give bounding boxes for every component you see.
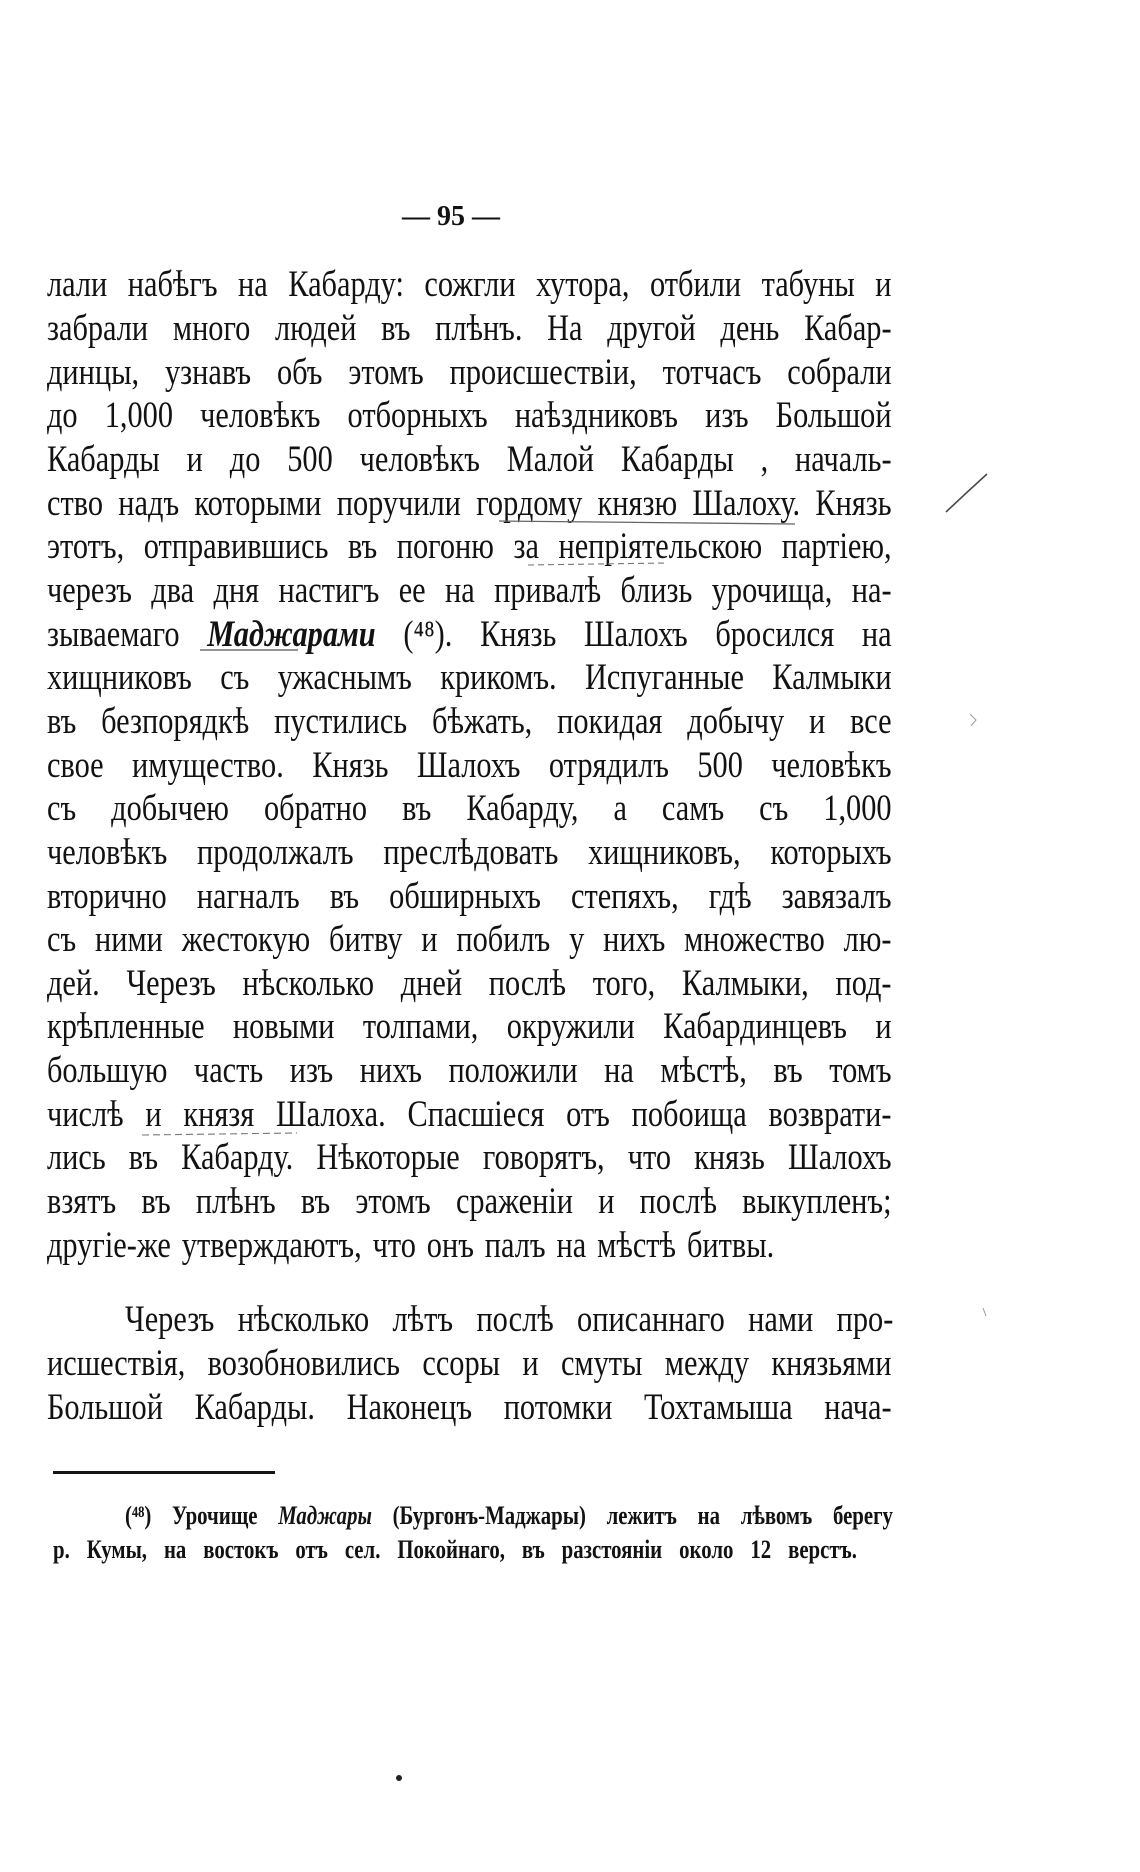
main-text [47,263,1077,1429]
text-line [47,438,892,482]
text-line [47,481,892,525]
text-line [47,1180,892,1224]
word: лѣвомъ [740,1501,813,1530]
word: князя [183,1093,255,1135]
word: близь [620,569,693,611]
word: на [445,569,475,611]
word: непріятельскою [558,526,763,568]
word: Калмыки, [681,962,809,1004]
text-line [47,525,892,569]
word: Кабарду. [181,1137,294,1179]
word: нѣсколько [242,962,374,1004]
word: мѣстѣ [597,1224,677,1266]
word: Кабарду, [466,788,579,830]
word: Князь [312,744,389,786]
word: бѣжать, [432,700,533,742]
word: лежитъ [606,1501,677,1530]
word: отъ [566,1093,610,1135]
word: Шалоху. [692,482,801,524]
word: погоню [396,526,494,568]
word: въ [300,1181,331,1223]
word: взятъ [47,1181,117,1223]
word: толпами, [362,1006,479,1048]
word: гдѣ [708,875,752,917]
text-line-last [47,1223,892,1267]
word: На [547,307,583,349]
word: имущество. [132,744,284,786]
word: много [172,307,251,349]
word: добычею [111,788,229,830]
word: мѣстѣ, [660,1050,747,1092]
word: крѣпленные [47,1006,205,1048]
word: что [627,1137,672,1179]
word: послѣ [639,1181,717,1223]
word: часть [193,1050,264,1092]
word: 500 [287,438,333,480]
word: Большой [47,1386,163,1428]
footnote-line [53,1533,857,1567]
word: на- [851,569,892,611]
word: и [875,1006,892,1048]
word: сраженіи [455,1181,574,1223]
word: отборныхъ [347,395,488,437]
footnote-divider [53,1471,275,1474]
word: привалѣ [494,569,602,611]
word: свое [47,744,104,786]
word: этотъ, [47,526,125,568]
word: Наконецъ [346,1386,473,1428]
word: Кумы, [86,1535,148,1564]
word: лись [47,1137,106,1179]
word: Малой [506,438,595,480]
word: лю- [843,919,892,961]
word: динцы, [47,351,140,393]
word: бросился [715,613,835,655]
word: на [697,1501,720,1530]
word: Большой [775,395,892,437]
word: берегу [832,1501,893,1530]
text-line [47,787,892,831]
word: Испуганные [584,657,744,699]
word: нихъ [603,919,666,961]
word: сожгли [424,264,516,306]
word: день [720,307,780,349]
word: Тохтамыша [643,1386,793,1428]
word: Черезъ [126,962,216,1004]
word: Шалохъ [416,744,521,786]
word: безпорядкѣ [101,700,250,742]
word: князь [694,1137,765,1179]
word: тотчасъ [662,351,762,393]
word: ужаснымъ [277,657,412,699]
text-line [47,962,892,1006]
word: обширныхъ [389,875,541,917]
word: а [613,788,627,830]
word: партіею, [781,526,892,568]
word: которыхъ [770,831,892,873]
word: отъ [295,1535,328,1564]
word: нагналъ [196,875,300,917]
word: нѣсколько [237,1299,370,1341]
word: отбили [649,264,742,306]
word: и [809,700,826,742]
word: 1,000 [823,788,892,830]
word: новыми [232,1006,335,1048]
word: плѣнъ. [435,307,523,349]
word: человѣкъ [47,831,168,873]
word: съ [759,788,789,830]
word: самъ [661,788,725,830]
word: изъ [289,1050,334,1092]
word: человѣкъ [200,395,321,437]
word: этомъ [348,351,424,393]
word: въ [402,788,432,830]
word: онъ [426,1224,474,1266]
word: Кабарды [620,438,734,480]
word: смуты [560,1343,643,1385]
word: отправившись [143,526,329,568]
word: утверждаютъ, [181,1224,362,1266]
word: большую [47,1050,168,1092]
word: табуны [761,264,855,306]
word: за [513,526,539,568]
word: черезъ [47,569,132,611]
text-line [47,1049,892,1093]
word: хищниковъ, [588,831,741,873]
word: ее [398,569,426,611]
word: битву [329,919,403,961]
italic-place-name: Маджарами [207,613,376,655]
word: у [569,919,585,961]
word: продолжалъ [197,831,354,873]
word: объ [276,351,323,393]
word: все [850,700,892,742]
word: и [598,1181,615,1223]
word: сел. [344,1535,381,1564]
footnote-marker: (⁴⁸) [125,1501,152,1530]
word: ними [94,919,163,961]
text-line [47,307,892,351]
word: въ [521,1535,545,1564]
text-line [47,831,892,875]
word: нихъ [359,1050,422,1092]
word: побоища [631,1093,747,1135]
word: томъ [829,1050,892,1092]
word: р. [53,1535,70,1564]
ink-dot [396,1775,402,1781]
word: ство [47,482,104,524]
word: послѣ [488,962,567,1004]
text-line [47,263,892,307]
word: возобновились [207,1343,401,1385]
word: того, [592,962,656,1004]
word: въ [347,526,378,568]
word: крикомъ. [440,657,557,699]
word: Кабарды. [194,1386,315,1428]
word: дня [213,569,260,611]
word: завязалъ [781,875,892,917]
word: поручили [336,482,461,524]
word: побилъ [456,919,551,961]
word: степяхъ, [570,875,679,917]
word: и [145,1093,162,1135]
word: выкупленъ; [742,1181,892,1223]
word: людей [275,307,357,349]
word: Кабарды [47,438,160,480]
word: и [421,919,438,961]
word: (Бургонъ-Маджары) [392,1501,586,1530]
word: нами [748,1299,814,1341]
text-line [47,350,892,394]
word: 500 [697,744,743,786]
word: битвы. [686,1224,775,1266]
word: съ [47,919,77,961]
word: ссоры [422,1343,501,1385]
word: Князь [480,613,557,655]
word: про- [836,1299,894,1341]
word: на [556,1224,587,1266]
word: Урочище [172,1501,258,1530]
word: преслѣдовать [383,831,559,873]
word: отрядилъ [548,744,669,786]
word: гордому [476,482,583,524]
italic-place-name: Маджары [278,1501,372,1530]
word: лѣтъ [392,1299,454,1341]
word: числѣ [47,1093,124,1135]
word: обратно [263,788,368,830]
word: хищниковъ [47,657,192,699]
footnote [47,1499,1085,1567]
word: жестокую [181,919,311,961]
word: плѣнъ [195,1181,276,1223]
word: другой [607,307,696,349]
word: Князь [815,482,892,524]
word: Шалохъ [787,1137,892,1179]
text-line [47,1385,892,1429]
word: Шалохъ [584,613,688,655]
word: въ [128,1137,159,1179]
text-line [47,656,892,700]
word: и [186,438,203,480]
word: хутора, [536,264,630,306]
word: изъ [705,395,749,437]
text-line [47,394,892,438]
word: на [604,1050,634,1092]
word: описаннаго [577,1299,725,1341]
word: до [47,395,78,437]
text-line [47,918,892,962]
word: съ [220,657,250,699]
word: и [875,264,892,306]
text-line [47,569,892,613]
word: 1,000 [104,395,174,437]
word: князю [597,482,678,524]
word: дней [400,962,463,1004]
word: исшествія, [47,1343,186,1385]
word: происшествіи, [449,351,637,393]
text-line [47,1005,892,1049]
text-line [47,743,892,787]
word: урочища, [711,569,833,611]
word: въ [773,1050,803,1092]
word: до [229,438,261,480]
word: говорятъ, [482,1137,605,1179]
word: Черезъ [125,1299,215,1341]
word: , [760,438,769,480]
word: Покойнаго, [397,1535,505,1564]
word: добычу [687,700,785,742]
word: около [679,1535,734,1564]
text-line [47,700,892,744]
word: собрали [787,351,892,393]
word: покидая [557,700,663,742]
text-line-indented [125,1298,893,1342]
word: послѣ [476,1299,554,1341]
word: лали [47,264,108,306]
word: настигъ [278,569,380,611]
word: въ [381,307,411,349]
text-line [47,612,892,656]
word: на [861,613,892,655]
word: востокъ [203,1535,279,1564]
word: зываемаго [47,613,180,655]
word: въ [329,875,360,917]
word: съ [47,788,77,830]
text-line [47,874,892,918]
word: человѣкъ [771,744,892,786]
word: пустились [274,700,408,742]
word: набѣгъ [127,264,218,306]
word: Калмыки [772,657,892,699]
word: верстъ. [788,1535,857,1564]
word: что [372,1224,416,1266]
page-number: — 95 — [402,201,500,232]
word: началь- [795,438,892,480]
word: Нѣкоторые [316,1137,460,1179]
word: на [238,264,268,306]
word: и [522,1343,539,1385]
word: на [163,1535,187,1564]
word: человѣкъ [359,438,480,480]
word: этомъ [355,1181,431,1223]
word: положили [448,1050,578,1092]
word: Кабарду: [288,264,404,306]
text-line [47,1342,892,1386]
word: Кабар- [804,307,892,349]
footnote-line [125,1499,893,1533]
word: другіе-же [47,1224,171,1266]
word: Спасшіеся [407,1093,545,1135]
word: между [664,1343,750,1385]
word: нача- [824,1386,892,1428]
word: окружили [506,1006,635,1048]
word: забрали [47,307,149,349]
word: палъ [484,1224,546,1266]
word: 12 [750,1535,772,1564]
text-line [47,1092,892,1136]
footnote-reference: (⁴⁸). [403,613,453,655]
word: вторично [47,875,167,917]
word: надъ [118,482,180,524]
word: потомки [503,1386,613,1428]
text-line [47,1136,892,1180]
word: узнавъ [164,351,252,393]
word: два [151,569,195,611]
word: которыми [194,482,322,524]
word: Шалоха. [276,1093,386,1135]
word: под- [835,962,892,1004]
word: наѣздниковъ [514,395,678,437]
word: дей. [47,962,100,1004]
word: разстояніи [561,1535,663,1564]
word: Кабардинцевъ [663,1006,847,1048]
word: въ [47,700,77,742]
word: множество [684,919,825,961]
word: возврати- [768,1093,892,1135]
word: въ [141,1181,171,1223]
word: князьями [771,1343,892,1385]
